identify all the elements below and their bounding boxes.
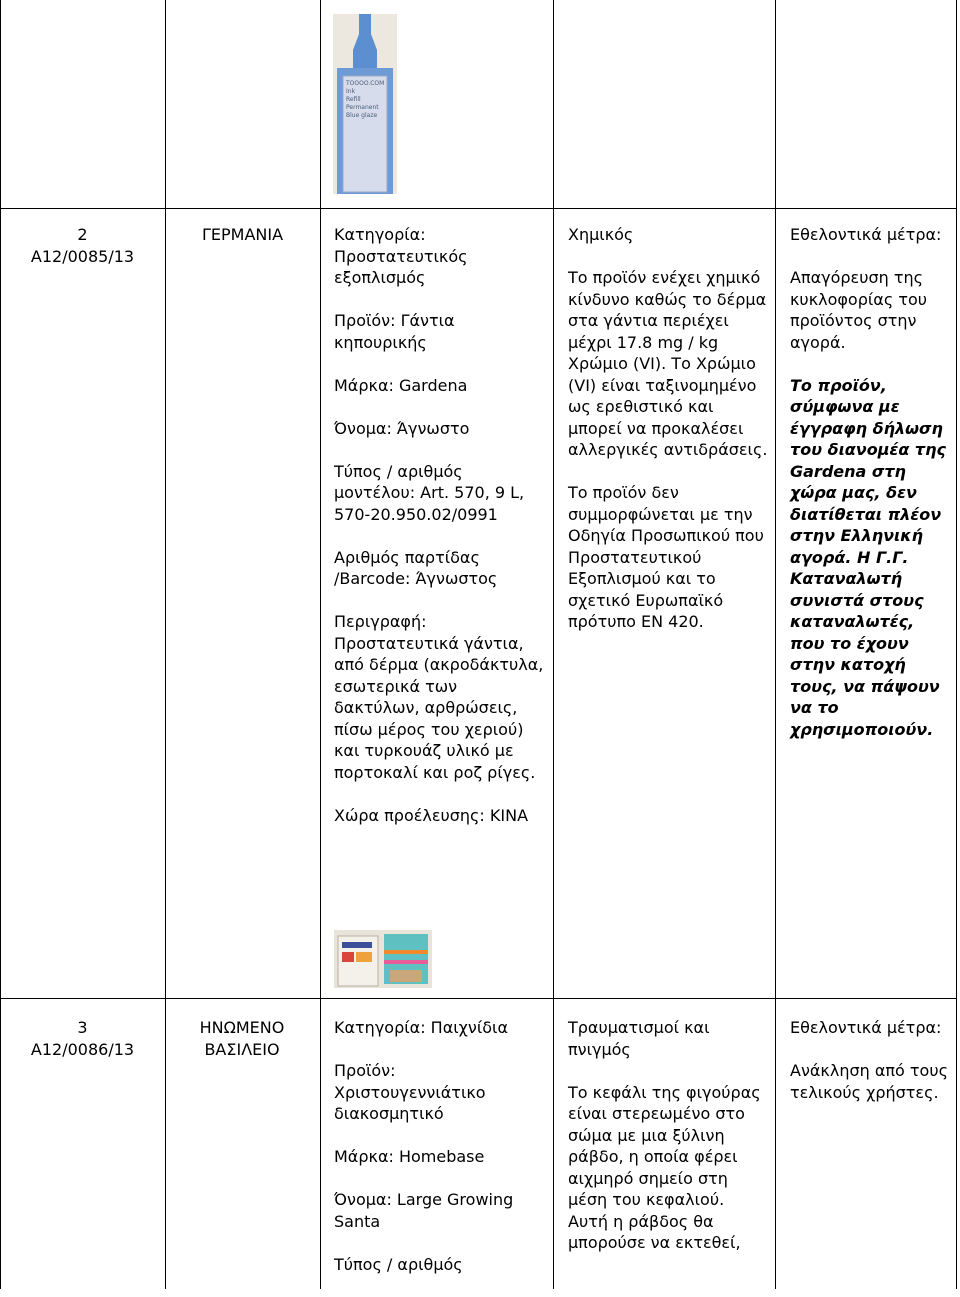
row2-measures-title: Εθελοντικά μέτρα:: [790, 225, 942, 244]
row3-brand: Μάρκα: Homebase: [334, 1147, 485, 1166]
row2-ref: A12/0085/13: [30, 246, 135, 266]
row3-measures-title: Εθελοντικά μέτρα:: [790, 1018, 942, 1037]
row3-risk-type: Τραυματισμοί και πνιγμός: [568, 1018, 710, 1059]
table-border-col1: [165, 0, 166, 1289]
row3-type: Τύπος / αριθμός: [334, 1254, 463, 1274]
row2-batch: Αριθμός παρτίδας /Barcode: Άγνωστος: [334, 547, 498, 588]
row2-origin: Χώρα προέλευσης: ΚΙΝΑ: [334, 805, 529, 825]
row2-type: Τύπος / αριθμός μοντέλου: Art. 570, 9 L, 570-20.950.02/0991: [334, 461, 525, 524]
row2-number-cell: [0, 224, 165, 267]
bottle-line-4: Blue glaze: [346, 112, 378, 119]
table-border-col4: [775, 0, 776, 1289]
row2-country: ΓΕΡΜΑΝΙΑ: [201, 225, 284, 244]
row3-country-cell: [186, 1017, 298, 1060]
row2-risk-type: Χημικός: [568, 225, 634, 244]
row3-product: Προϊόν: Χριστουγεννιάτικο διακοσμητικό: [334, 1061, 486, 1123]
row2-product-cell: [334, 224, 546, 848]
row2-product: Προϊόν: Γάντια κηπουρικής: [334, 311, 455, 352]
table-border-col3: [553, 0, 554, 1289]
row2-number: 2: [77, 225, 88, 244]
row-divider-2: [0, 998, 957, 999]
row3-number-cell: [0, 1017, 165, 1060]
row3-country: ΗΝΩΜΕΝΟ ΒΑΣΙΛΕΙΟ: [199, 1018, 285, 1059]
row2-risk-p2: Το προϊόν δεν συμμορφώνεται με την Οδηγία Προσωπικού που Προστατευτικού Εξοπλισμού και το σχετικό Ευρωπαϊκό πρότυπο EN 420.: [568, 483, 764, 631]
row3-number: 3: [77, 1018, 88, 1037]
row3-name: Όνομα: Large Growing Santa: [334, 1190, 514, 1231]
row3-ref: A12/0086/13: [30, 1039, 135, 1059]
row2-description: Περιγραφή: Προστατευτικά γάντια, από δέρμα (ακροδάκτυλα, εσωτερικά των δακτύλων, αρθρώσεις, πίσω μέρος του χεριού) και τυρκουάζ υλικό με πορτοκαλί και ροζ ρίγες.: [334, 612, 544, 782]
row3-product-cell: [334, 1017, 546, 1297]
row2-name: Όνομα: Άγνωστο: [334, 418, 470, 438]
row3-measures-action: Ανάκληση από τους τελικούς χρήστες.: [790, 1061, 948, 1102]
gloves-photo: [334, 930, 432, 988]
row3-risk-cell: [568, 1017, 768, 1275]
bottle-brand: TOOOO.COM: [346, 80, 385, 87]
table-border-col2: [320, 0, 321, 1289]
row2-country-cell: [165, 224, 320, 246]
row3-measures-cell: [790, 1017, 950, 1125]
bottle-line-2: Refill: [346, 96, 361, 103]
row3-category: Κατηγορία: Παιχνίδια: [334, 1018, 508, 1037]
row2-brand: Μάρκα: Gardena: [334, 375, 468, 395]
bottle-line-3: Permanent: [346, 104, 379, 111]
row2-measures-action: Απαγόρευση της κυκλοφορίας του προϊόντος στην αγορά.: [790, 268, 927, 352]
row2-risk-p1: Το προϊόν ενέχει χημικό κίνδυνο καθώς το δέρμα στα γάντια περιέχει μέχρι 17.8 mg / kg Χρώμιο (VI). Το Χρώμιο (VI) είναι ταξινομημένο ως ερεθιστικό και μπορεί να προκαλέσει αλλεργικές αντιδράσεις.: [568, 268, 768, 459]
table-border-right: [956, 0, 957, 1289]
bottle-line-1: Ink: [346, 88, 356, 95]
row2-measures-note: Το προϊόν, σύμφωνα με έγγραφη δήλωση του διανομέα της Gardena στη χώρα μας, δεν διατίθεται πλέον στην Ελληνική αγορά. Η Γ.Γ. Καταναλωτή συνιστά στους καταναλωτές, που το έχουν στην κατοχή τους, να πάψουν να το χρησιμοποιούν.: [790, 375, 947, 739]
table-border-left: [0, 0, 1, 1289]
row3-risk-p1: Το κεφάλι της φιγούρας είναι στερεωμένο στο σώμα με μια ξύλινη ράβδο, η οποία φέρει αιχμηρό σημείο στη μέση του κεφαλιού. Αυτή η ράβδος θα μπορούσε να εκτεθεί,: [568, 1082, 761, 1252]
row2-category: Κατηγορία: Προστατευτικός εξοπλισμός: [334, 225, 468, 287]
row2-risk-cell: [568, 224, 768, 654]
row2-measures-cell: [790, 224, 950, 762]
row-divider-1: [0, 208, 957, 209]
